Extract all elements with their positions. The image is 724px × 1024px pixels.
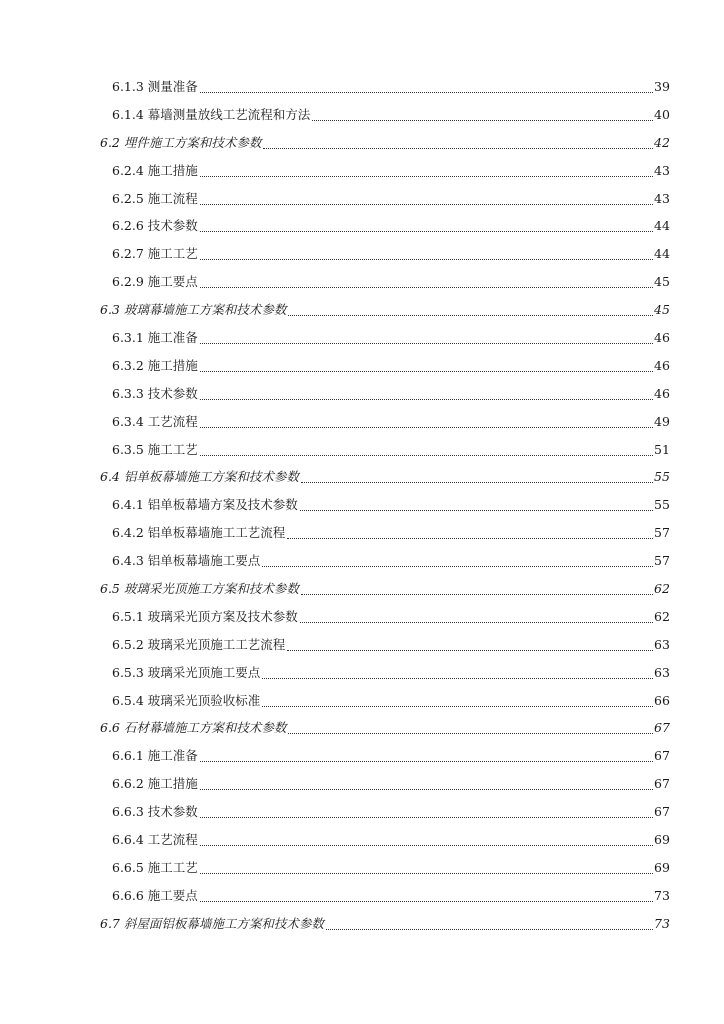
toc-page-number: 42 [654, 134, 670, 150]
toc-dot-leader [287, 536, 653, 539]
toc-entry-title: 6.4.2 铝单板幕墙施工工艺流程 [112, 525, 286, 541]
toc-dot-leader [262, 564, 653, 567]
toc-entry-title: 6.5.3 玻璃采光顶施工要点 [112, 664, 261, 680]
toc-page-number: 63 [654, 636, 670, 652]
toc-subsection-entry[interactable] [0, 157, 724, 185]
toc-page-number: 73 [654, 887, 670, 903]
toc-subsection-entry[interactable] [0, 742, 724, 770]
toc-entry-title: 6.3.4 工艺流程 [112, 413, 198, 429]
toc-entry-title: 6.6.6 施工要点 [112, 887, 198, 903]
toc-dot-leader [200, 843, 653, 846]
toc-dot-leader [200, 815, 653, 818]
toc-page-number: 67 [654, 776, 670, 792]
toc-page-number: 44 [654, 218, 670, 234]
toc-dot-leader [300, 620, 653, 623]
toc-page-number: 46 [654, 385, 670, 401]
toc-subsection-entry[interactable] [0, 631, 724, 659]
toc-dot-leader [200, 229, 653, 232]
toc-entry-title: 6.4.1 铝单板幕墙方案及技术参数 [112, 497, 298, 513]
toc-dot-leader [300, 508, 653, 511]
toc-subsection-entry[interactable] [0, 519, 724, 547]
toc-subsection-entry[interactable] [0, 268, 724, 296]
toc-page-number: 43 [654, 190, 670, 206]
toc-page-number: 62 [654, 580, 670, 596]
toc-entry-title: 6.3 玻璃幕墙施工方案和技术参数 [100, 302, 287, 318]
toc-page-number: 55 [654, 497, 670, 513]
toc-page-number: 73 [654, 915, 670, 931]
toc-section-entry[interactable] [0, 714, 724, 742]
toc-page-number: 63 [654, 664, 670, 680]
toc-dot-leader [200, 257, 653, 260]
toc-section-entry[interactable] [0, 575, 724, 603]
toc-page-number: 46 [654, 357, 670, 373]
toc-subsection-entry[interactable] [0, 73, 724, 101]
toc-subsection-entry[interactable] [0, 854, 724, 882]
toc-section-entry[interactable] [0, 129, 724, 157]
toc-entry-title: 6.5.1 玻璃采光顶方案及技术参数 [112, 608, 298, 624]
toc-dot-leader [200, 285, 653, 288]
toc-dot-leader [301, 480, 653, 483]
toc-page-number: 44 [654, 246, 670, 262]
toc-page-number: 67 [654, 748, 670, 764]
toc-entry-title: 6.1.4 幕墙测量放线工艺流程和方法 [112, 106, 311, 122]
toc-entry-title: 6.6.3 技术参数 [112, 804, 198, 820]
toc-page-number: 49 [654, 413, 670, 429]
toc-subsection-entry[interactable] [0, 212, 724, 240]
toc-dot-leader [262, 704, 653, 707]
toc-subsection-entry[interactable] [0, 547, 724, 575]
toc-subsection-entry[interactable] [0, 491, 724, 519]
toc-entry-title: 6.7 斜屋面铝板幕墙施工方案和技术参数 [100, 915, 324, 931]
toc-dot-leader [288, 731, 653, 734]
toc-subsection-entry[interactable] [0, 826, 724, 854]
toc-page-number: 69 [654, 859, 670, 875]
toc-dot-leader [200, 369, 653, 372]
toc-page-number: 67 [654, 720, 670, 736]
toc-subsection-entry[interactable] [0, 101, 724, 129]
toc-dot-leader [287, 648, 653, 651]
toc-subsection-entry[interactable] [0, 408, 724, 436]
toc-entry-title: 6.5.4 玻璃采光顶验收标准 [112, 692, 261, 708]
toc-dot-leader [200, 397, 653, 400]
toc-entry-title: 6.3.3 技术参数 [112, 385, 198, 401]
toc-dot-leader [326, 927, 653, 930]
toc-dot-leader [200, 453, 653, 456]
toc-dot-leader [288, 313, 653, 316]
toc-entry-title: 6.6 石材幕墙施工方案和技术参数 [100, 720, 287, 736]
toc-dot-leader [200, 341, 653, 344]
toc-subsection-entry[interactable] [0, 798, 724, 826]
toc-entry-title: 6.3.1 施工准备 [112, 329, 198, 345]
table-of-contents [0, 73, 724, 938]
toc-entry-title: 6.6.1 施工准备 [112, 748, 198, 764]
toc-entry-title: 6.6.2 施工措施 [112, 776, 198, 792]
toc-page-number: 66 [654, 692, 670, 708]
toc-entry-title: 6.2.6 技术参数 [112, 218, 198, 234]
toc-subsection-entry[interactable] [0, 352, 724, 380]
toc-page-number: 45 [654, 274, 670, 290]
toc-entry-title: 6.4.3 铝单板幕墙施工要点 [112, 553, 261, 569]
toc-dot-leader [200, 899, 653, 902]
toc-dot-leader [200, 174, 653, 177]
toc-entry-title: 6.2.5 施工流程 [112, 190, 198, 206]
toc-dot-leader [200, 202, 653, 205]
toc-entry-title: 6.5 玻璃采光顶施工方案和技术参数 [100, 580, 299, 596]
toc-dot-leader [200, 425, 653, 428]
toc-page-number: 57 [654, 525, 670, 541]
toc-subsection-entry[interactable] [0, 882, 724, 910]
toc-entry-title: 6.3.5 施工工艺 [112, 441, 198, 457]
toc-entry-title: 6.6.4 工艺流程 [112, 831, 198, 847]
toc-entry-title: 6.2.4 施工措施 [112, 162, 198, 178]
toc-entry-title: 6.2.9 施工要点 [112, 274, 198, 290]
toc-subsection-entry[interactable] [0, 240, 724, 268]
toc-dot-leader [200, 871, 653, 874]
toc-entry-title: 6.2 埋件施工方案和技术参数 [100, 134, 262, 150]
toc-entry-title: 6.2.7 施工工艺 [112, 246, 198, 262]
toc-dot-leader [301, 592, 653, 595]
toc-entry-title: 6.1.3 测量准备 [112, 78, 198, 94]
toc-page-number: 67 [654, 804, 670, 820]
toc-dot-leader [312, 118, 653, 121]
toc-subsection-entry[interactable] [0, 185, 724, 213]
toc-page-number: 39 [654, 78, 670, 94]
toc-subsection-entry[interactable] [0, 324, 724, 352]
toc-entry-title: 6.6.5 施工工艺 [112, 859, 198, 875]
toc-section-entry[interactable] [0, 910, 724, 938]
toc-subsection-entry[interactable] [0, 380, 724, 408]
toc-entry-title: 6.4 铝单板幕墙施工方案和技术参数 [100, 469, 299, 485]
toc-dot-leader [262, 676, 653, 679]
toc-page-number: 40 [654, 106, 670, 122]
toc-dot-leader [200, 759, 653, 762]
toc-subsection-entry[interactable] [0, 687, 724, 715]
toc-subsection-entry[interactable] [0, 603, 724, 631]
toc-entry-title: 6.3.2 施工措施 [112, 357, 198, 373]
toc-section-entry[interactable] [0, 296, 724, 324]
toc-page-number: 57 [654, 553, 670, 569]
toc-page-number: 45 [654, 302, 670, 318]
toc-subsection-entry[interactable] [0, 770, 724, 798]
toc-dot-leader [200, 90, 653, 93]
toc-entry-title: 6.5.2 玻璃采光顶施工工艺流程 [112, 636, 286, 652]
toc-page-number: 62 [654, 608, 670, 624]
toc-section-entry[interactable] [0, 463, 724, 491]
toc-subsection-entry[interactable] [0, 659, 724, 687]
toc-dot-leader [263, 146, 653, 149]
toc-page-number: 46 [654, 329, 670, 345]
toc-subsection-entry[interactable] [0, 436, 724, 464]
toc-dot-leader [200, 787, 653, 790]
toc-page-number: 69 [654, 831, 670, 847]
toc-page-number: 51 [654, 441, 670, 457]
toc-page-number: 55 [654, 469, 670, 485]
toc-page-number: 43 [654, 162, 670, 178]
